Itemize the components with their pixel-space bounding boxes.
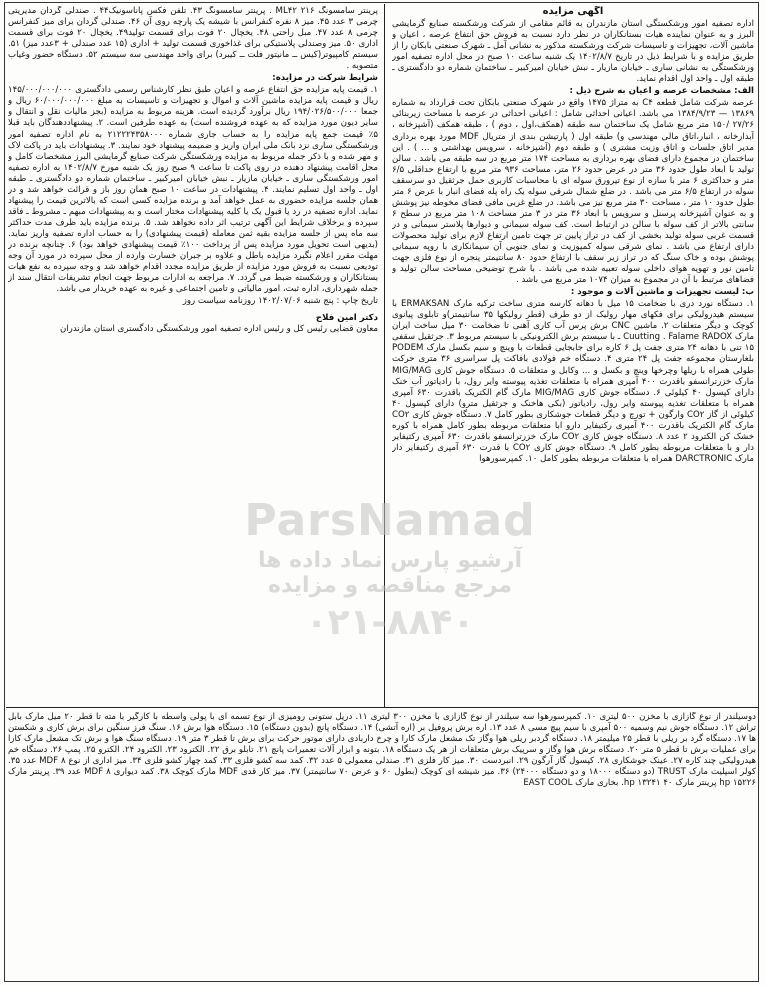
conditions-paragraph: ۱. قیمت پایه مزایده حق انتفاع عرصه و اعیان طبق نظر کارشناس رسمی دادگستری ۱۴۵/۰۰۰/۰۰۰/۰۰۰ ریال و قیمت پایه مزایده ماشین آلات و اموال و تجهیزات و تاسیسات به مبلغ ۶۰/۰۰۰/۰۰۰/۰۰۰ ریال و جمعا ۱۹۴/۰۲۶/۵۰۰/۰۰۰ ریال برآورد گردیده است. هزینه مربوط به مزایده (بجز مالیات نقل و انتقال و سایر دیون مورد مزایده که به عهده فروشنده است) به عهده طرفین است. ۲. پیشنهاددهندگان باید قبلا ۵٪ قیمت جمع پایه مزایده را به حساب جاری شماره ۲۱۲۲۲۴۳۵۸۰۰۰ به نام اداره تصفیه امور ورشکستگی ساری نزد بانک ملی ایران واریز و ضمیمه پیشنهاد خود نمایند. ۳. پیشنهادات باید در پاکت لاک و مهر شده و با ذکر جمله مربوط به مزایده ورشکستگی شرکت صنایع گرمایشی البرز مشخصات کامل و محل اقامت پیشنهاد دهنده در روی پاکت تا ساعت ۹ صبح روز یک شنبه مورخ ۱۴۰۲/۸/۷ به اداره تصفیه امور ورشکستگی ساری ـ خیابان مازیار ـ نبش خیابان امیرکبیر ـ ساختمان شماره دو دادگستری ـ طبقه اول ـ واحد اول تسلیم نمایند. ۴. پیشنهادات در ساعت ۱۰ صبح همان روز باز و قرائت خواهد شد و در همان جلسه مزایده حضوری به عمل خواهد آمد و برنده مزایده کسی است که بالاترین قیمت را پیشنهاد نماید. اداره تصفیه در رد یا قبول یک یا کلیه پیشنهادات مختار است و به پیشنهادات مبهم ـ مشروط ـ فاقد سپرده و برخلاف شرایط این آگهی ترتیب اثر داده نخواهد شد. ۵. برنده مزایده باید ظرف مدت حداکثر سه ماه پس از جلسه مزایده بقیه ثمن معامله (قیمت پیشنهادی) را به حساب اداره تصفیه واریز نماید. (بدیهی است تحویل مورد مزایده پس از پرداخت ۱۰۰٪ قیمت پیشنهادی خواهد بود) ۶. چنانچه برنده در مهلت مقرر اعلام نگیرد مزایده باطل و علاوه بر جبران خسارت وارده از محل سپرده در مورد آن وجه تودیعی نسبت به فروش مورد مزایده از طریق مزایده مجدد اقدام خواهد شد و وجه سپرده به نفع هیات بستانکاران و ورشکسته ضبط می گردد. ۷. مراجعه به ادارات مربوط جهت انجام تشریفات انتقال سند از جمله شهرداری، اداره ثبت، امور مالیاتی و تامین اجتماعی و غیره به عهده خریدار می باشد. — [8, 85, 378, 295]
notice-bottom-section — [8, 712, 756, 982]
signature-name: دکتر امین فلاح — [315, 313, 378, 324]
conditions-heading: شرایط شرکت در مزایده: — [272, 73, 378, 84]
signature-title: معاون قضایی رئیس کل و رئیس اداره تصفیه امور ورشکستگی دادگستری استان مازندران — [59, 324, 378, 335]
property-description-paragraph: عرصه شرکت شامل قطعه C۴ به متراژ ۱۴۷۵ واقع در شهرک صنعتی بابکان تحت قرارداد به شماره ۱۳۸۶۹ — ۱۳۸۴/۹/۲۳ می باشد. اعیانی احداثی شامل : اعیانی احداثی در عرصه با مساحت زیربنائی ۲۷/۲۶ /۱۵۰ متر مربع شامل یک ساختمان سه طبقه (همکف،اول ، دوم ) ، طبقه همکف (آشپزخانه ، آبدارخانه ، انبار،اتاق مالی مهندسی و) طبقه اول ( پارتیشن بندی از متریال MDF مورد بهره برداری مدیر اتاق جلسات و اتاق وزیت مشتری ) و طبقه دوم (آشپزخانه ، سرویس بهداشتی و ... ) . این ساختمان در مجموع دارای فضای بهره برداری به مساحت ۱۷۴ متر مربع در سه طبقه می باشد . سالن تولید با ابعاد طول حدود ۳۶ متر در عرض حدود ۲۶ متر، مساحت ۹۳۶ متر مربع با ارتفاع حداقلی ۶/۵ متر و حداکثری ۶ متر با سازه از نوع تیرورق سوله ای با محاسبات کاربری حمل جرثقیل دو سرسقف سوله در ارتفاع ۶/۵ متر می باشد . در ضلع شمال شرقی سوله یک راه پله فضای انبار با عرض ۶ متر طول حدود ۱۰ متر ، مساحت ۳۰ متر مربع نیز می باشد. در ضلع غربی مافی فضای مخوطه نیز پوشش و به عنوان آشپزخانه پرسنل و سرویس با ابعاد ۳۶ متر در ۳ متر مساحت ۱۰۸ متر مربع در سطح ۶ سانتی بالاتر از کف سوله با سالن در ارتباط است. کف سوله سیمانی و دیوارها پلاستر سیمانی و در قسمت غربی سوله تولید بخشی از کف در تراز پایین تر جهت تامین ارتفاع لازم برای تولید محصولات دارای ارتفاع می باشد . نمای شرقی سوله کمپوزیت و نمای جنوبی آن سیمانکاری با روپه سیمانی پوشش بوده و خاک سنگ که در تراز زیر سقف با ارتفاع حدود ۸۰ سانتیمتر پنجره از نوع فلزی جهت تامین نور و تهویه هوای داخلی سوله تعبیه شده می باشد . با شرح توضیحی مساحت سالن تولید و فضاهای مرتبط با آن در مجموع به میزان ۱۰۷۴ متر مربع می باشد . — [392, 98, 754, 286]
print-date: تاریخ چاپ : پنج شنبه ۱۴۰۲/۰۷/۰۶ روزنامه سیاست روز — [182, 296, 378, 307]
watermark-brand: ParsNamad — [244, 495, 536, 546]
watermark-line-1: آرشیو پارس نماد داده ها — [258, 548, 522, 573]
section-a-heading: الف: مشخصات عرصه و اعیان به شرح ذیل : — [569, 86, 754, 97]
notice-right-column — [392, 6, 754, 707]
section-b-heading: ب: لیست تجهیزات و ماشین آلات و موجود : — [570, 287, 754, 298]
equipment-continuation-paragraph: پرینتر سامسونگ ۲۱۶ ML۴۲ . پرینتر سامسونگ ۴۳. تلفن فکس پاناسونیک۴۴ . صندلی گردان مدیریتی چرمی ۳ عدد ۴۵. میز ۸ نفره کنفرانس با شیشه یک پارچه روی آن ۴۶. صندلی گردان برای میز کنفرانس چرمی ۸ عدد ۴۷. مبل راحتی ۴۸. یخچال ۲۰ فوت برای قسمت تولید۴۹. یخچال ۲۰ فوت برای قسمت اداری ۵۰. میز وصندلی پلاستیکی برای غذاخوری قسمت تولید + اداری (۱۵ عدد صندلی + ۳عدد میز) ۵۱. سیستم کامپیوتر(کیس ــ مانیتور فلت ــ کیبرد) برای واحد مهندسی سه سیستم ۵۲. دستگاه حضور وغیاب متصوبه . — [8, 6, 378, 72]
notice-left-column — [8, 6, 378, 466]
notice-intro-paragraph: اداره تصفیه امور ورشکستگی استان مازندران به قائم مقامی از شرکت ورشکسته صنایع گرمایشی البرز و به عنوان نماینده هیات بستانکاران در نظر دارد نسبت به فروش حق انتفاع عرصه ، اعیان و ماشین آلات، تجهیزات و تاسیسات شرکت ورشکسته مذکور به نشانی آمل ـ شهرک صنعتی بابکان را از طریق مزایده و با شرایط ذیل در تاریخ ۱۴۰۲/۸/۷ یک شنبه ساعت ۱۰ صبح در محل اداره تصفیه امور ورشکستگی به نشانی ساری ـ خیابان مازیار ـ نبش خیابان امیرکبیر ـ ساختمان شماره دو دادگستری ـ طبقه اول ـ واحد اول اقدام نماید. — [392, 19, 754, 85]
section-divider — [6, 707, 758, 708]
column-divider — [384, 4, 385, 708]
notice-title: آگهی مزایده — [542, 6, 604, 17]
equipment-list-paragraph: ۱. دستگاه نورد دری با ضخامت ۱۵ میل با دهانه کارسه متری ساخت ترکیه مارک ERMAKSAN با سیستم هیدرولیکی برای فکهای مهار رولیک از دو طرف (قطر رولیکها ۳۵ سانتیمتر)و تابلوی پیانوی کوچک و دیگر متعلقات ۲. ماشین CNC برش پرس آب کاری آهنی تا ضخامت ۳۰ میل ساخت ایران مارک Cuutting . Falame RADOX ـ با سیستم برش الکترونیکی با سیستم مربوط ۳. جرثقیل سقفی ۱۵ تنی با دهانه ۲۴ متری جفت پل ۶ کاره برای جابجایی قطعات با وینچ و سیم بکسل مارک PODEM بلغارستان مجموعه جفت پل ۲۴ متری ۴. دستگاه خم فولادی بافاکت پل سراسری ۳۶ متری حرکت طولی همراه با ریلها وچرخها وینچ و بکسل و ... وکابل و متعلقات ۵. دستگاه جوش کاری MIG/MAG مارک خزرترانسفو باقدرت ۴۰۰ آمپری همراه با متعلقات تغذیه پیوسته وایر رول، با رادیاتور آب خنک دارای کپسول ۴۰ کیلوئی ۶. دستگاه جوش کاری MIG/MAG مارک گام الکتریک باقدرت ۶۳۰ آمپری همراه با متعلقات تغذیه پیوسته وایر رول، رادیاتور (بکی هاخنک و جرثقیل مترو) دارای کپسول ۴۰ کیلوئی از گاز CO۲ وارگون + تورچ و دیگر قطعات جوشکاری بطور کامل ۷. دستگاه جوش کاری CO۲ مارک گام الکتریک باقدرت ۴۰۰ آمپری رکتیفایر دارو ابا متعلقات مربوطه بطور کامل همراه با کوره خشک کن الکترود ۲ عدد ۸. دستگاه جوش کاری CO۲ مارک خزرترانسفو باقدرت ۶۳۰ آمپری رکتیفایر دار و با متعلقات مربوطه بطور کامل ۹. دستگاه جوش کاری CO۲ با قدرت ۶۳۰ آمپری رکتیفایر دار مارک DARCTRONIC همراه با متعلقات مربوطه بطور کامل ۱۰. کمپرسورهوا — [392, 299, 754, 464]
watermark-phone: ۰۲۱-۸۸۴۰ — [305, 602, 475, 643]
watermark-line-2: مرجع مناقصه و مزایده — [268, 573, 512, 598]
signature-block — [8, 313, 378, 335]
bottom-equipment-paragraph: دوسیلندر از نوع گازازی با مخزن ۵۰۰ لیتری ۱۰. کمپرسورهوا سه سیلندر از نوع گازازی با مخزن ۳۰۰ لیتری ۱۱. دریل ستونی رومیزی از نوع تسمه ای با پولی واسطه با کارگیر با مته تا قطر ۲۰ میل مارک بابل تراش ۱۲. دستگاه جوش نیم وسمیه ۵۰۰ آمپری با سیم پیچ مسی ۸ عدد ۱۳. اره برش پروفیل بر (اره آتشی) ۱۴. دستگاه پانچ (بدون دستگاه) ۱۵. دستگاه هوا برش ۱۶. سنگ فرز سنگین برای برش کاری و شکستن ها ۱۷. دستگاه گرد بر ریلی با قطر ۲۵ میلیمتر ۱۸. دستگاه گردبر ریلی هوا وگاز تک مشعل مارک کارا و چرخ داربادی دارای موتور حرکت برای برش تا قطر ۳ متر ۱۹. دستگاه سنگ هوا و برش تک مشعل مارک کارا برای عملیات برش تا قطر ۵ متر ۲۰. دستگاه برش هوا وگاز و سرپیک برش متعلقات از هر یک دستگاه ۱۸. بتونه و ابزار آلات تعمیرات پانچ ۲۱. تابلو برق ۲۲. الکترود ۲۳. الکترود ۲۴. الکترو ۲۵. پمپ ۲۶. دستگاه خم هیدرولیکی چند کاره ۲۷. عینک جوشکاری ۲۸. کپسول گاز آرگون ۲۹. انبردست ۳۰. میز کار فلزی ۳۱. صندلی معمولی ۵ عدد ۳۲. کمد سه کشو فلزی ۳۳. کمد چهار کشو فلزی ۳۴. میز اداری از نوع MDF ۸ عدد ۳۵. کولر اسپلیت مارک TRUST (دو دستگاه ۱۸۰۰۰ و دو دستگاه ۲۴۰۰۰) ۳۶. میز شیشه ای کوچک (بطول ۶۰ و عرض ۷۰ سانتیمتر) ۳۷. میز کار قدی MDF مارک کوچک ۳۸. کمد دیواری MDF ۸ عدد ۳۹. پرینتر مارک hp ۱۵۲۲۶ پرینتر مارک hp ۱۳۲۴۱ ۴۰. بخاری مارک EAST COOL — [8, 712, 756, 789]
